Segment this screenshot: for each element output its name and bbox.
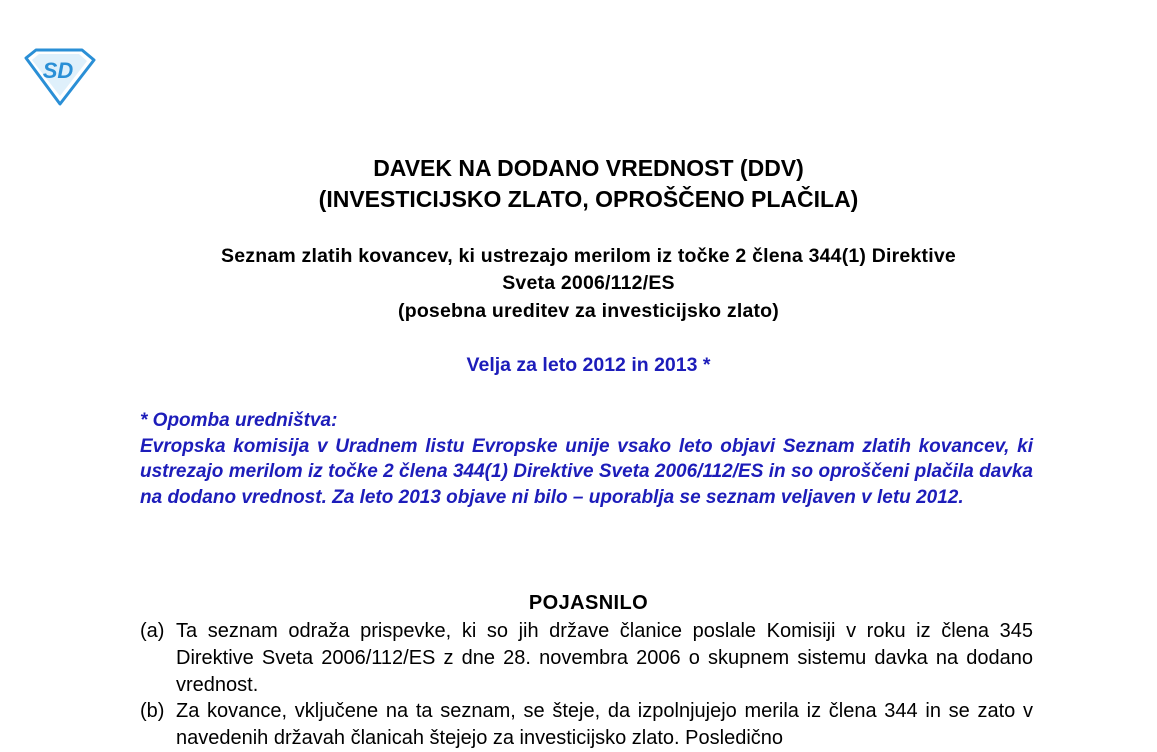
item-marker: (a) bbox=[140, 620, 165, 642]
item-marker: (b) bbox=[140, 700, 165, 723]
document-subtitle-line-2: Sveta 2006/112/ES bbox=[502, 272, 675, 294]
editor-note-body: Evropska komisija v Uradnem listu Evropske unije vsako leto objavi Seznam zlatih kovancev, ki ustrezajo merilom iz točke 2 člena 344(1) Direktive Sveta 2006/112/ES in so oproščeni plačila davka na dodano vrednost. Za leto 2013 objave ni bilo – uporablja se seznam veljaven v letu 2012. bbox=[140, 435, 1033, 509]
explanation-item-a bbox=[140, 618, 1033, 698]
explanation-title: POJASNILO bbox=[528, 592, 649, 614]
explanation-list bbox=[140, 618, 1033, 752]
editor-note-title: * Opomba uredništva: bbox=[140, 410, 338, 431]
editor-note bbox=[140, 408, 1033, 511]
document-title-line-2: (INVESTICIJSKO ZLATO, OPROŠČENO PLAČILA) bbox=[318, 186, 859, 212]
explanation-item-b bbox=[140, 698, 1033, 752]
company-logo bbox=[22, 48, 96, 106]
document-subtitle-line-3: (posebna ureditev za investicijsko zlato) bbox=[398, 300, 779, 322]
item-text: Ta seznam odraža prispevke, ki so jih države članice poslale Komisiji v roku iz člena 345 Direktive Sveta 2006/112/ES z dne 28. novembra 2006 o skupnem sistemu davka na dodano vrednost. bbox=[176, 620, 1033, 696]
validity-statement: Velja za leto 2012 in 2013 * bbox=[466, 354, 711, 376]
document-title-line-1: DAVEK NA DODANO VREDNOST (DDV) bbox=[373, 155, 804, 181]
document-subtitle-line-1: Seznam zlatih kovancev, ki ustrezajo merilom iz točke 2 člena 344(1) Direktive bbox=[221, 245, 956, 267]
logo-text: SD bbox=[42, 58, 74, 83]
item-text: Za kovance, vključene na ta seznam, se šteje, da izpolnjujejo merila iz člena 344 in se zato v navedenih državah članicah štejejo za investicijsko zlato. Posledično bbox=[176, 700, 1033, 750]
